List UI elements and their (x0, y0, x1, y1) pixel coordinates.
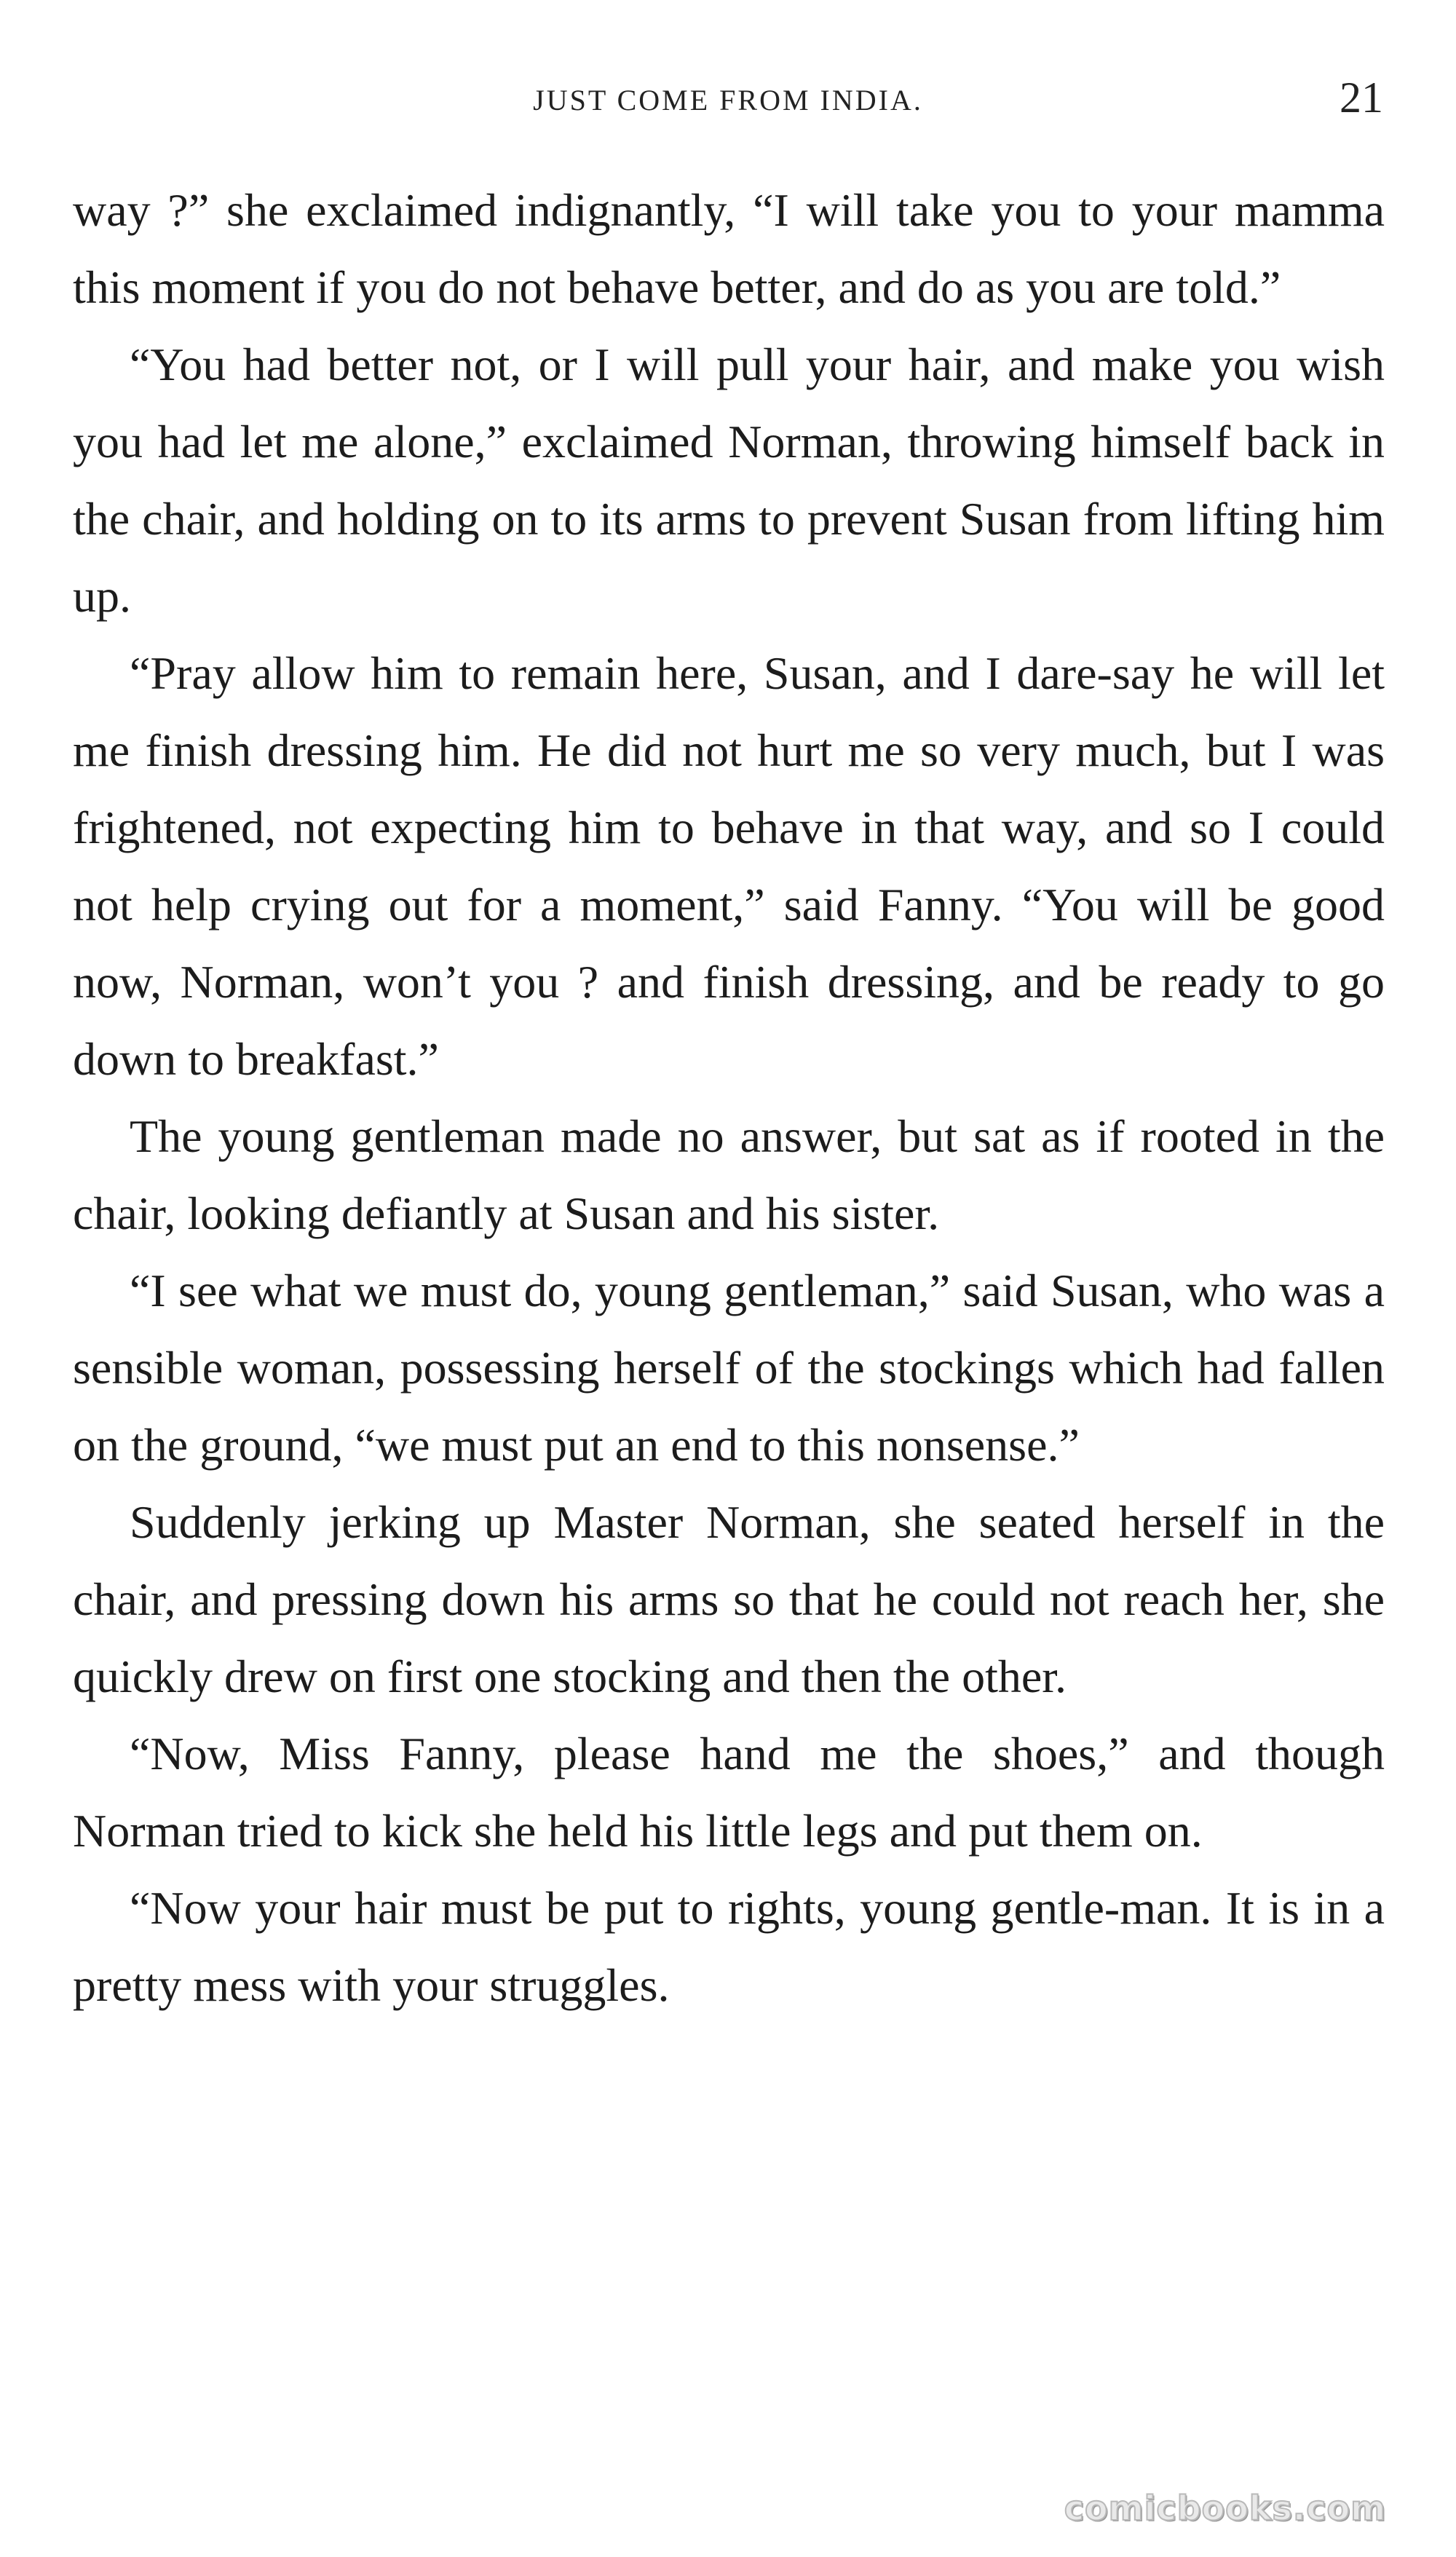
body-text (73, 172, 1385, 2024)
page-number: 21 (1340, 74, 1383, 122)
paragraph-3: “Pray allow him to remain here, Susan, and I dare-say he will let me finish dressing him. He did not hurt me so very much, but I was frightened, not expecting him to behave in that way, and so I could not help crying out for a moment,” said Fanny. “You will be good now, Norman, won’t you ? and finish dressing, and be ready to go down to breakfast.” (73, 647, 1385, 1085)
watermark-logo: comicbooks.com (1064, 2489, 1386, 2528)
paragraph-1: way ?” she exclaimed indignantly, “I will take you to your mamma this moment if you do not behave better, and do as you are told.” (73, 184, 1385, 313)
paragraph-2: “You had better not, or I will pull your hair, and make you wish you had let me alone,” exclaimed Norman, throwing himself back in the chair, and holding on to its arms to prevent Susan from lifting him up. (73, 339, 1385, 622)
paragraph-5: “I see what we must do, young gentleman,” said Susan, who was a sensible woman, possessing herself of the stockings which had fallen on the ground, “we must put an end to this nonsense.” (73, 1265, 1385, 1471)
running-title: JUST COME FROM INDIA. (533, 84, 923, 116)
paragraph-4: The young gentleman made no answer, but sat as if rooted in the chair, looking defiantly at Susan and his sister. (73, 1110, 1385, 1239)
running-head (73, 73, 1383, 131)
paragraph-8: “Now your hair must be put to rights, young gentle-man. It is in a pretty mess with your struggles. (73, 1882, 1385, 2011)
paragraph-6: Suddenly jerking up Master Norman, she seated herself in the chair, and pressing down his arms so that he could not reach her, she quickly drew on first one stocking and then the other. (73, 1496, 1385, 1702)
paragraph-7: “Now, Miss Fanny, please hand me the shoes,” and though Norman tried to kick she held his little legs and put them on. (73, 1728, 1385, 1857)
